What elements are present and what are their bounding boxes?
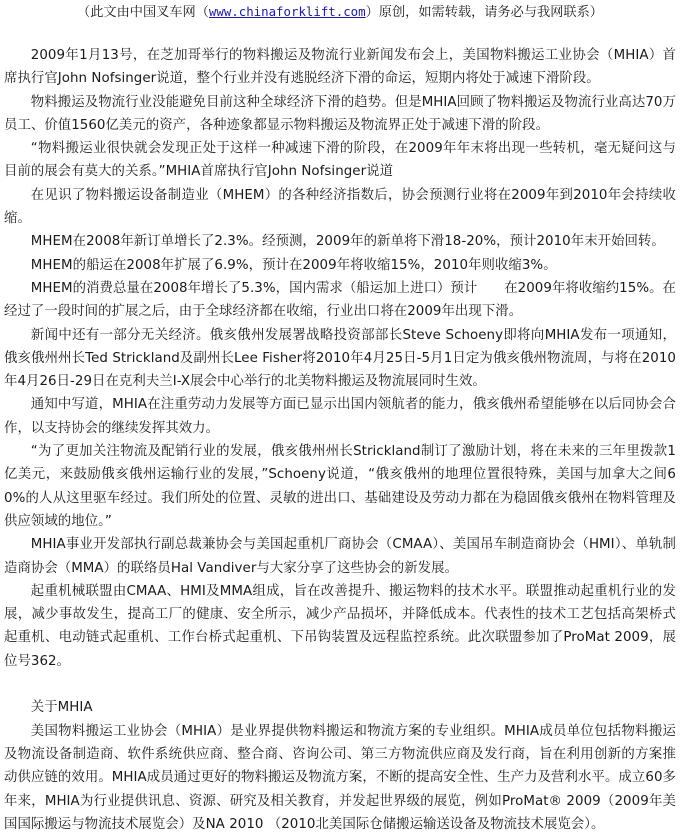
paragraph-4: 在见识了物料搬运设备制造业（MHEM）的各种经济指数后，协会预测行业将在2009年到2010年会持续收缩。 <box>4 187 676 227</box>
about-paragraph: 美国物料搬运工业协会（MHIA）是业界提供物料搬运和物流方案的专业组织。MHIA成员单位包括物料搬运及物流设备制造商、软件系统供应商、整合商、咨询公司、第三方物流供应商及发行商，旨在利用创新的方案推动供应链的效用。MHIA成员通过更好的物料搬运及物流方案，不断的提高安全性、生产力及营利水平。成立60多年来，MHIA为行业提供讯息、资源、研究及相关教育，并发起世界级的展览，例如ProMat® 2009（2009年美国国际搬运与物流技术展览会）及NA 2010 （2010北美国际仓储搬运输送设备及物流技术展览会）。 <box>4 723 676 832</box>
about-heading: 关于MHIA <box>30 700 93 716</box>
paragraph-2: 物料搬运及物流行业没能避免目前这种全球经济下滑的趋势。但是MHIA回顾了物料搬运及物流行业高达70万员工、价值1560亿美元的资产，各种迹象都显示物料搬运及物流界正处于减速下滑的阶段。 <box>4 94 676 133</box>
paragraph-6: MHEM的船运在2008年扩展了6.9%，预计在2009年将收缩15%，2010年则收缩3%。 <box>30 257 557 273</box>
paragraph-9: 通知中写道，MHIA在注重劳动力发展等方面已显示出国内领航者的能力，俄亥俄州希望能够在以后同协会合作，以支持协会的继续发挥其效力。 <box>4 397 676 436</box>
paragraph-10: “为了更加关注物流及配销行业的发展，俄亥俄州州长Strickland制订了激励计划，将在未来的三年里拨款1亿美元，来鼓励俄亥俄州运输行业的发展，”Schoeny说道，“俄亥俄州的地理位置很特殊，美国与加拿大之间60%的人从这里驱车经过。我们所处的位置、灵敏的进出口、基础建设及劳动力都在为稳固俄亥俄州在物料管理及供应领域的地位。” <box>4 444 676 529</box>
paragraph-3: “物料搬运业很快就会发现正处于这样一种减速下滑的阶段，在2009年年末将出现一些转机，毫无疑问这与目前的展会有莫大的关系。”MHIA首席执行官John Nofsinger说道 <box>4 141 676 180</box>
paragraph-8: 新闻中还有一部分无关经济。俄亥俄州发展署战略投资部部长Steve Schoeny即将向MHIA发布一项通知，俄亥俄州州长Ted Strickland及副州长Lee Fisher将2010年4月25日-5月1日定为俄亥俄州物流周，与将在2010年4月26日-29日在克利夫兰I-X展会中心举行的北美物料搬运及物流展同时生效。 <box>4 327 676 390</box>
copyright-notice <box>0 2 680 23</box>
paragraph-12: 起重机械联盟由CMAA、HMI及MMA组成，旨在改善提升、搬运物料的技术水平。联盟推动起重机行业的发展，减少事故发生，提高工厂的健康、安全所示，减少产品损坏，并降低成本。代表性的技术工艺包括高架桥式起重机、电动链式起重机、工作台桥式起重机、下吊钩装置及远程监控系统。此次联盟参加了ProMat 2009，展位号362。 <box>4 583 676 669</box>
paragraph-7: MHEM的消费总量在2008年增长了5.3%，国内需求（船运加上进口）预计 在2009年将收缩约15%。在经过了一段时间的扩展之后，由于全球经济都在收缩，行业出口将在2009年出现下滑。 <box>4 280 676 320</box>
copyright-suffix: ）原创，如需转载，请务必与我网联系） <box>365 5 603 20</box>
paragraph-11: MHIA事业开发部执行副总裁兼协会与美国起重机厂商协会（CMAA）、美国吊车制造商协会（HMI）、单轨制造商协会（MMA）的联络员Hal Vandiver与大家分享了这些协会的新发展。 <box>4 537 676 576</box>
paragraph-1: 2009年1月13号，在芝加哥举行的物料搬运及物流行业新闻发布会上，美国物料搬运工业协会（MHIA）首席执行官John Nofsinger说道，整个行业并没有逃脱经济下滑的命运，短期内将处于减速下滑阶段。 <box>4 48 676 87</box>
copyright-prefix: （此文由中国叉车网（ <box>77 5 209 20</box>
paragraph-5: MHEM在2008年新订单增长了2.3%。经预测，2009年的新单将下滑18-20%，预计2010年末开始回转。 <box>30 234 665 250</box>
article-body <box>4 44 676 836</box>
site-link[interactable]: www.chinaforklift.com <box>208 4 366 19</box>
